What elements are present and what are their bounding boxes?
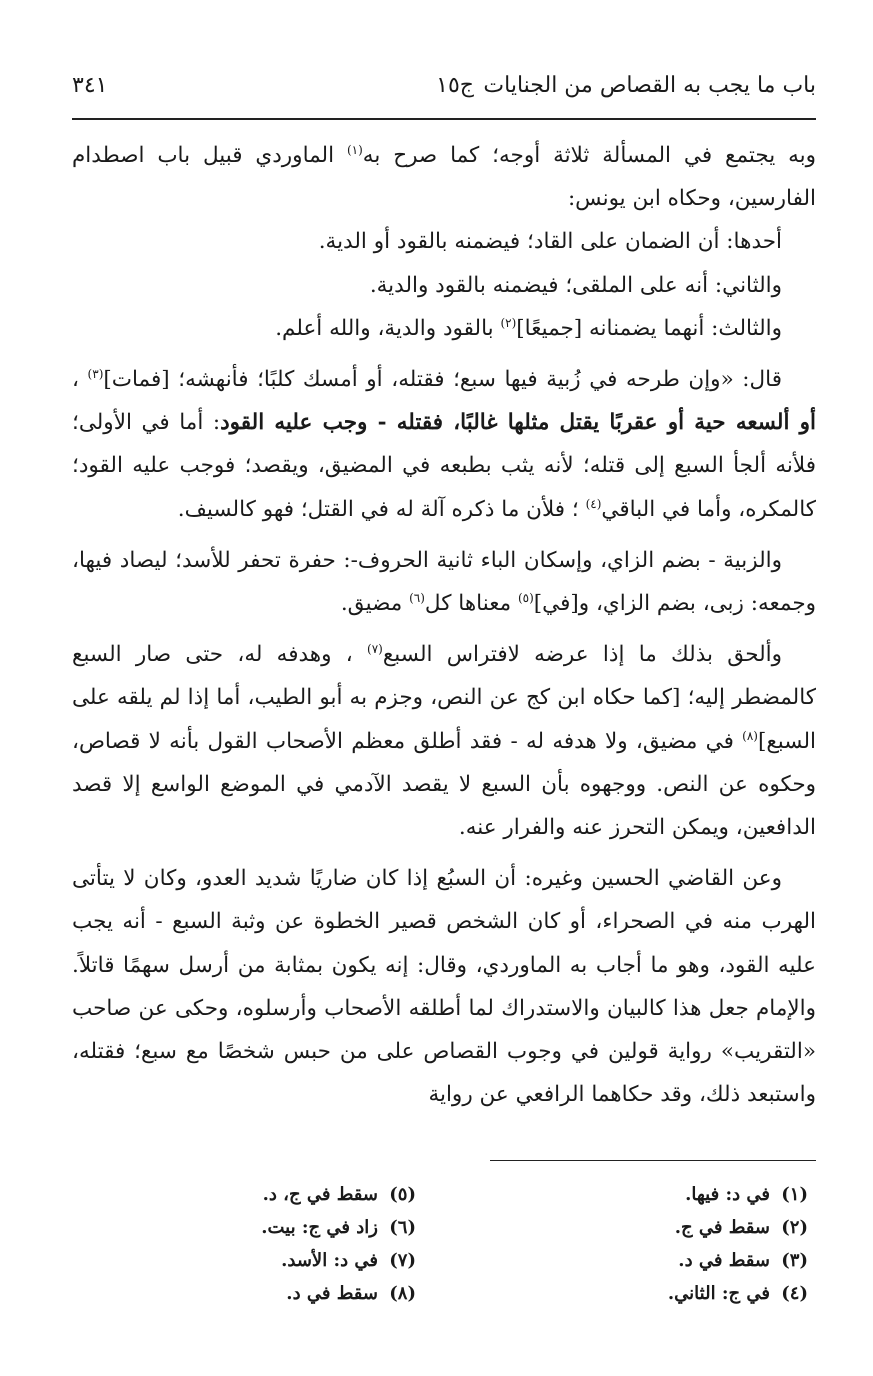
footnote-text: في د: الأسد. (281, 1250, 378, 1271)
footnote-text: سقط في ج. (674, 1217, 770, 1238)
volume-label: ج١٥ (436, 73, 474, 98)
footnote-item (468, 1178, 808, 1211)
paragraph: والثالث: أنهما يضمنانه [جميعًا]$^{(٢)}$ بالقود والدية، والله أعلم. (275, 315, 782, 341)
footnote-item (76, 1211, 416, 1244)
footnote-marker: (٥) (517, 590, 534, 605)
footnote-number: (٦) (389, 1217, 416, 1238)
footnote-marker: (٤) (585, 496, 602, 511)
footnote-number: (٣) (781, 1250, 808, 1271)
paragraph: والزبية - بضم الزاي، وإسكان الباء ثانية الحروف-: حفرة تحفر للأسد؛ ليصاد فيها، وجمعه: زبى، بضم الزاي، و[في]$^{(٥)}$ معناها كل$^{(٦)}$ مضيق. (72, 547, 816, 617)
footnote-number: (٨) (389, 1283, 416, 1304)
footnotes-column-right (468, 1178, 808, 1310)
footnote-marker: (١) (346, 142, 363, 157)
footnote-item (76, 1178, 416, 1211)
footnote-item (468, 1277, 808, 1310)
paragraph: قال: «وإن طرحه في زُبية فيها سبع؛ فقتله، أو أمسك كلبًا؛ فأنهشه؛ [فمات]$^{(٣)}$ ، أو ألسعه حية أو عقربًا يقتل مثلها غالبًا، فقتله - وجب عليه القود: أما في الأولى؛ فلأنه ألجأ السبع إلى قتله؛ لأنه يثب بطبعه في المضيق، ويقصد؛ فوجب عليه القود؛ كالمكره، وأما في الباقي$^{(٤)}$ ؛ فلأن ما ذكره آلة له في القتل؛ فهو كالسيف. (72, 366, 816, 522)
running-header (72, 68, 816, 104)
footnote-divider (490, 1160, 816, 1161)
footnote-marker: (٧) (367, 642, 383, 657)
footnotes-column-left (76, 1178, 416, 1310)
footnote-text: سقط في د. (678, 1250, 770, 1271)
chapter-title: باب ما يجب به القصاص من الجنايات (483, 73, 816, 98)
main-text (72, 134, 816, 1116)
footnote-text: سقط في د. (286, 1283, 378, 1304)
footnote-marker: (٢) (500, 315, 517, 330)
footnote-marker: (٦) (409, 590, 425, 605)
footnote-number: (١) (781, 1184, 808, 1205)
footnote-text: زاد في ج: بيت. (261, 1217, 378, 1238)
footnote-item (76, 1244, 416, 1277)
paragraph: وبه يجتمع في المسألة ثلاثة أوجه؛ كما صرح به$^{(١)}$ الماوردي قبيل باب اصطدام الفارسين، وحكاه ابن يونس: (72, 142, 816, 212)
footnote-item (76, 1277, 416, 1310)
footnote-marker: (٣) (87, 366, 104, 381)
footnote-item (468, 1244, 808, 1277)
paragraph: وألحق بذلك ما إذا عرضه لافتراس السبع$^{(٧)}$ ، وهدفه له، حتى صار السبع كالمضطر إليه؛ [كما حكاه ابن كج عن النص، وجزم به أبو الطيب، أما إذا لم يلقه على السبع]$^{(٨)}$ في مضيق، ولا هدفه له - فقد أطلق معظم الأصحاب القول بأنه لا قصاص، وحكوه عن النص. ووجهوه بأن السبع لا يقصد الآدمي في الموضع الواسع إلا قصد الدافعين، ويمكن التحرز عنه والفرار عنه. (72, 642, 816, 841)
footnote-item (468, 1211, 808, 1244)
footnote-number: (٤) (781, 1283, 808, 1304)
paragraph: وعن القاضي الحسين وغيره: أن السبُع إذا كان ضاريًا شديد العدو، وكان لا يتأتى الهرب منه في الصحراء، أو كان الشخص قصير الخطوة عن وثبة السبع - أنه يجب عليه القود، وهو ما أجاب به الماوردي، وقال: إنه يكون بمثابة من أرسل سهمًا قاتلاً. والإمام جعل هذا كالبيان والاستدراك لما أطلقه الأصحاب وأرسلوه، وحكى عن صاحب «التقريب» رواية قولين في وجوب القصاص على من حبس شخصًا مع سبع؛ فقتله، واستبعد ذلك، وقد حكاهما الرافعي عن رواية (72, 866, 816, 1108)
footnote-text: في د: فيها. (685, 1184, 770, 1205)
footnote-text: سقط في ج، د. (262, 1184, 378, 1205)
footnote-number: (٥) (389, 1184, 416, 1205)
paragraph: أحدها: أن الضمان على القاد؛ فيضمنه بالقود أو الدية. (318, 229, 782, 255)
page-number: ٣٤١ (72, 73, 108, 98)
footnote-number: (٧) (389, 1250, 416, 1271)
header-divider (72, 118, 816, 120)
paragraph: والثاني: أنه على الملقى؛ فيضمنه بالقود والدية. (369, 272, 782, 298)
footnote-number: (٢) (781, 1217, 808, 1238)
footnote-text: في ج: الثاني. (667, 1283, 770, 1304)
footnote-marker: (٨) (742, 728, 758, 743)
